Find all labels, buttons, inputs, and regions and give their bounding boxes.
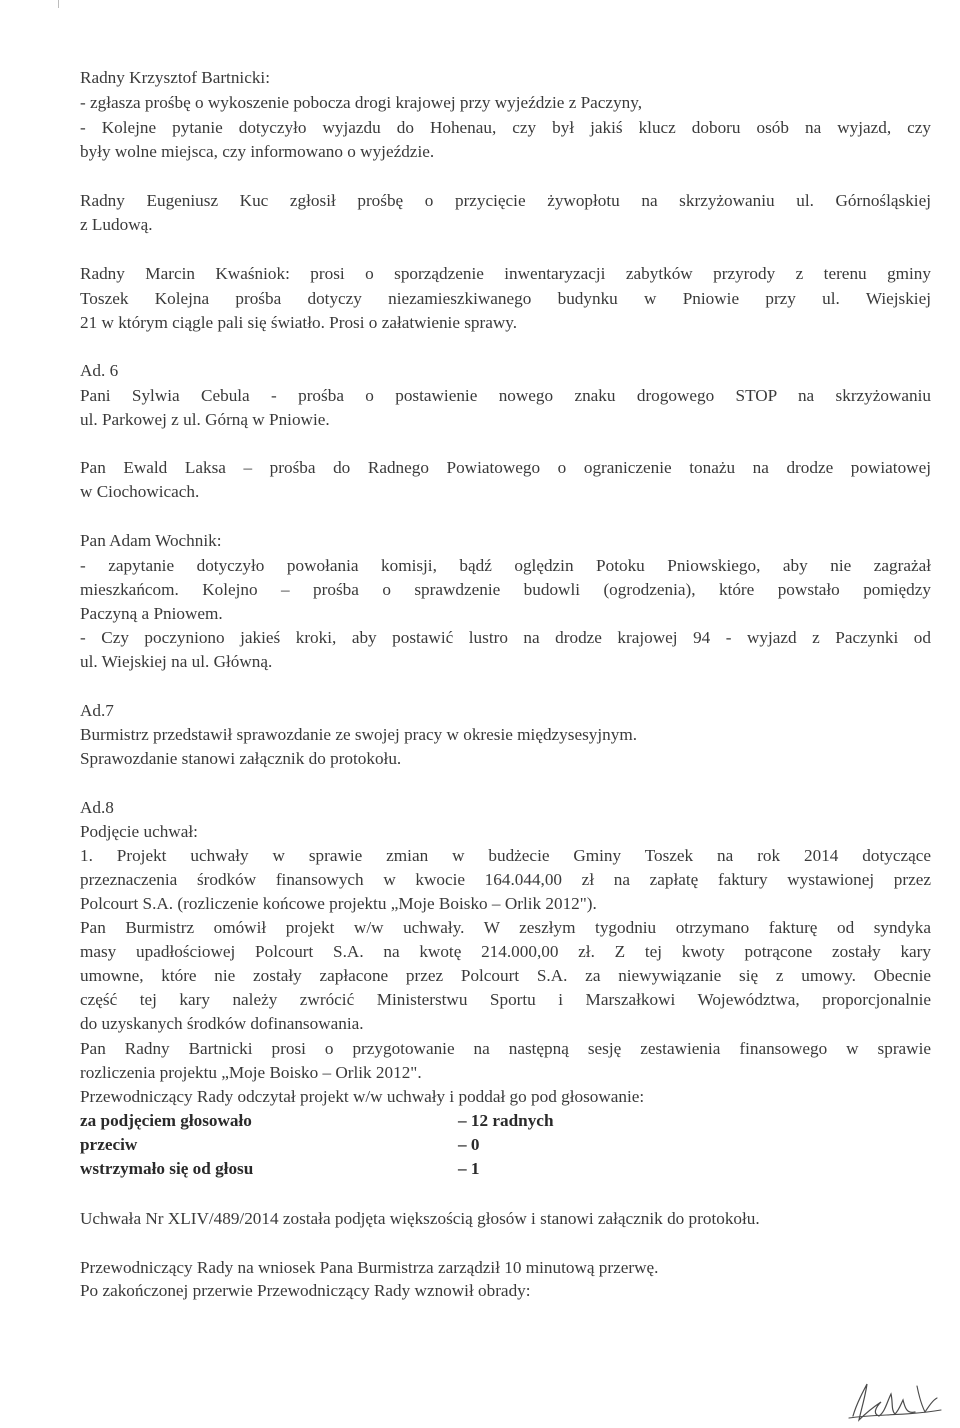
- text-line: ul. Parkowej z ul. Górną w Pniowie.: [80, 410, 330, 429]
- vote-label-for: za podjęciem głosowało: [80, 1111, 252, 1130]
- vote-value-for: – 12 radnych: [458, 1111, 554, 1130]
- text-line: Przewodniczący Rady odczytał projekt w/w uchwały i poddał go pod głosowanie:: [80, 1087, 645, 1106]
- text-line: mieszkańcom. Kolejno – prośba o sprawdzenie budowli (ogrodzenia), które powstało pomiędzy: [80, 580, 931, 599]
- text-line: Radny Marcin Kwaśniok: prosi o sporządzenie inwentaryzacji zabytków przyrody z terenu gminy: [80, 264, 931, 283]
- vote-value-against: – 0: [458, 1135, 480, 1154]
- text-line: masy upadłościowej Polcourt S.A. na kwotę 214.000,00 zł. Z tej kwoty potrącone zostały kary: [80, 942, 931, 961]
- text-line: - Czy poczyniono jakieś kroki, aby postawić lustro na drodze krajowej 94 - wyjazd z Paczynki od: [80, 628, 931, 647]
- section-heading: Ad.7: [80, 701, 114, 720]
- text-line: przeznaczenia środków finansowych w kwocie 164.044,00 zł na zapłatę faktury wystawionej przez: [80, 870, 931, 889]
- text-line: do uzyskanych środków dofinansowania.: [80, 1014, 364, 1033]
- text-line: Pani Sylwia Cebula - prośba o postawienie nowego znaku drogowego STOP na skrzyżowaniu: [80, 386, 931, 405]
- text-line: Polcourt S.A. (rozliczenie końcowe projektu „Moje Boisko – Orlik 2012").: [80, 894, 597, 913]
- text-line: Przewodniczący Rady na wniosek Pana Burmistrza zarządził 10 minutową przerwę.: [80, 1258, 659, 1277]
- text-line: Sprawozdanie stanowi załącznik do protokołu.: [80, 749, 402, 768]
- text-line: Uchwała Nr XLIV/489/2014 została podjęta większością głosów i stanowi załącznik do protokołu.: [80, 1209, 760, 1228]
- vote-value-abstain: – 1: [458, 1159, 480, 1178]
- text-line: Paczyną a Pniowem.: [80, 604, 223, 623]
- text-line: umowne, które nie zostały zapłacone przez Polcourt S.A. za niewywiązanie się z umowy. Obecnie: [80, 966, 931, 985]
- text-line: były wolne miejsca, czy informowano o wyjeździe.: [80, 142, 435, 161]
- text-line: 1. Projekt uchwały w sprawie zmian w budżecie Gminy Toszek na rok 2014 dotyczące: [80, 846, 931, 865]
- text-line: Po zakończonej przerwie Przewodniczący Rady wznowił obrady:: [80, 1281, 531, 1300]
- vote-label-against: przeciw: [80, 1135, 138, 1154]
- scan-edge-mark: [58, 0, 59, 8]
- text-line: 21 w którym ciągle pali się światło. Prosi o załatwienie sprawy.: [80, 313, 518, 332]
- text-line: Toszek Kolejna prośba dotyczy niezamieszkiwanego budynku w Pniowie przy ul. Wiejskiej: [80, 289, 931, 308]
- text-line: - zapytanie dotyczyło powołania komisji, bądź oględzin Potoku Pniowskiego, aby nie zagrażał: [80, 556, 931, 575]
- text-line: w Ciochowicach.: [80, 482, 200, 501]
- text-line: część tej kary należy zwrócić Ministerstwu Sportu i Marszałkowi Województwa, proporcjonalnie: [80, 990, 931, 1009]
- text-line: - Kolejne pytanie dotyczyło wyjazdu do Hohenau, czy był jakiś klucz doboru osób na wyjazd, czy: [80, 118, 931, 137]
- section-heading: Ad. 6: [80, 361, 119, 380]
- section-heading: Ad.8: [80, 798, 114, 817]
- text-line: Pan Burmistrz omówił projekt w/w uchwały. W zeszłym tygodniu otrzymano fakturę od syndyka: [80, 918, 931, 937]
- text-line: - zgłasza prośbę o wykoszenie pobocza drogi krajowej przy wyjeździe z Paczyny,: [80, 93, 643, 112]
- text-line: Podjęcie uchwał:: [80, 822, 198, 841]
- text-line: z Ludową.: [80, 215, 153, 234]
- text-line: ul. Wiejskiej na ul. Główną.: [80, 652, 273, 671]
- text-line: Pan Radny Bartnicki prosi o przygotowanie na następną sesję zestawienia finansowego w sprawie: [80, 1039, 931, 1058]
- text-line: Pan Ewald Laksa – prośba do Radnego Powiatowego o ograniczenie tonażu na drodze powiatowej: [80, 458, 931, 477]
- speaker-heading: Pan Adam Wochnik:: [80, 531, 222, 550]
- text-line: rozliczenia projektu „Moje Boisko – Orlik 2012".: [80, 1063, 422, 1082]
- speaker-heading: Radny Krzysztof Bartnicki:: [80, 68, 270, 87]
- text-line: Radny Eugeniusz Kuc zgłosił prośbę o przycięcie żywopłotu na skrzyżowaniu ul. Górnośląskiej: [80, 191, 931, 210]
- vote-label-abstain: wstrzymało się od głosu: [80, 1159, 254, 1178]
- handwritten-signature: [845, 1372, 955, 1424]
- text-line: Burmistrz przedstawił sprawozdanie ze swojej pracy w okresie międzysesyjnym.: [80, 725, 637, 744]
